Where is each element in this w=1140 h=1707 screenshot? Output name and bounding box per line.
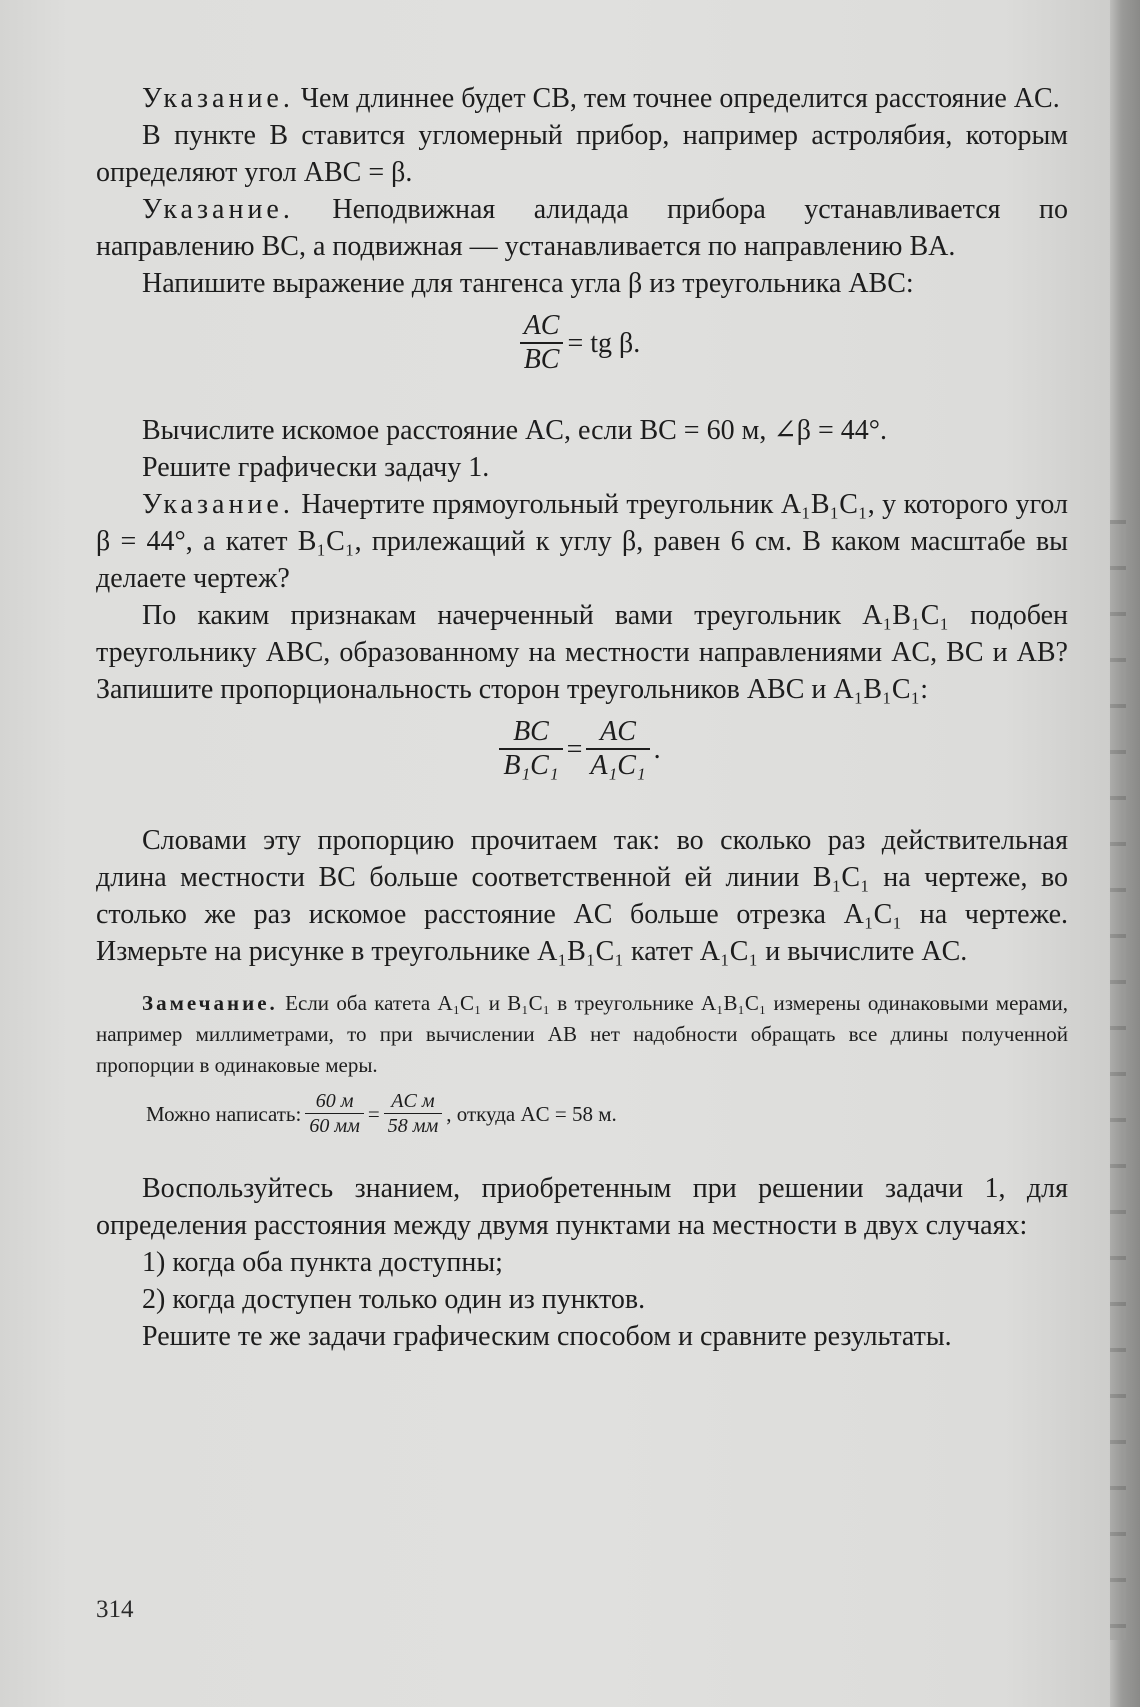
paragraph-use-knowledge: Воспользуйтесь знанием, приобретенным при решении задачи 1, для определения расстояния между двумя пунктами на местности в двух случаях: [96,1173,1068,1241]
hint-text: Чем длиннее будет CB, тем точнее определится расстояние AC. [300,83,1060,114]
paragraph-hint-2 [96,191,1068,265]
formula-tangent [96,310,1068,376]
fraction-denominator: 60 мм [305,1113,364,1138]
paragraph-graphic: Решите графически задачу 1. [142,452,490,483]
paragraph-similarity: По каким признакам начерченный вами треугольник A₁B₁C₁ подобен треугольнику ABC, образованному на местности направлениями AC, BC и AB? Запишите пропорциональность сторон треугольников ABC и A₁B₁C₁: [96,600,1068,705]
binding-stripe [1110,520,1126,1640]
formula-equals: = [566,733,583,765]
fraction-numerator: AC [600,716,636,747]
formula-proportion [96,716,1068,782]
fraction-denominator: A₁C₁ [586,748,649,782]
note-paragraph [96,988,1068,1081]
paragraph-hint-3 [96,486,1068,597]
cases-list [96,1244,1068,1318]
fraction-denominator: B₁C₁ [499,748,562,782]
hint-label: Указание. [142,489,294,520]
paragraph-reading: Словами эту пропорцию прочитаем так: во сколько раз действительная длина местности BC больше соответственной ей линии B₁C₁ на чертеже, во столько же раз искомое расстояние AC больше отрезка A₁C₁ на чертеже. Измерьте на рисунке в треугольнике A₁B₁C₁ катет A₁C₁ и вычислите AC. [96,825,1068,967]
paragraph-compute: Вычислите искомое расстояние AC, если BC = 60 м, ∠β = 44°. [142,415,888,446]
fraction-ac-bc [520,310,564,376]
list-item: 1) когда оба пункта доступны; [142,1247,503,1278]
note-eq-prefix: Можно написать: [146,1101,302,1126]
fraction-denominator: 58 мм [384,1113,443,1138]
formula-end: . [653,733,661,765]
paragraph-hint-1 [96,80,1068,117]
fraction-numerator: AC м [391,1090,435,1112]
formula-equals: = [367,1101,380,1126]
fraction-numerator: 60 м [315,1090,354,1112]
hint-label: Указание. [142,83,294,114]
fraction-60m-60mm [305,1089,364,1138]
paragraph-tangent: Напишите выражение для тангенса угла β из треугольника ABC: [142,268,914,299]
fraction-bc-b1c1 [499,716,562,782]
paragraph-final: Решите те же задачи графическим способом и сравните результаты. [142,1321,952,1352]
book-binding-edge [1110,0,1140,1707]
fraction-numerator: BC [513,716,549,747]
page-content [96,80,1068,1355]
fraction-numerator: AC [523,310,560,341]
fraction-denominator: BC [520,342,564,376]
note-eq-suffix: , откуда AC = 58 м. [446,1101,617,1126]
page-number: 314 [96,1596,134,1623]
hint-text: Начертите прямоугольный треугольник A₁B₁C₁, у которого угол β = 44°, а катет B₁C₁, прилежащий к углу β, равен 6 см. В каком масштабе вы делаете чертеж? [96,489,1069,594]
formula-rhs: = tg β. [567,327,641,359]
hint-label: Указание. [142,194,294,225]
fraction-acm-58mm [384,1089,443,1138]
list-item: 2) когда доступен только один из пунктов. [142,1284,646,1315]
paragraph-astrolabe: В пункте B ставится угломерный прибор, например астролябия, которым определяют угол ABC = β. [96,120,1068,188]
note-equation [142,1089,1068,1138]
note-label: Замечание. [142,991,278,1015]
hint-text: Неподвижная алидада прибора устанавливается по направлению BC, а подвижная — устанавливается по направлению BA. [96,194,1069,262]
note-text: Если оба катета A₁C₁ и B₁C₁ в треугольнике A₁B₁C₁ измерены одинаковыми мерами, например миллиметрами, то при вычислении AB нет надобности обращать все длины полученной пропорции в одинаковые меры. [96,991,1069,1077]
fraction-ac-a1c1 [586,716,649,782]
